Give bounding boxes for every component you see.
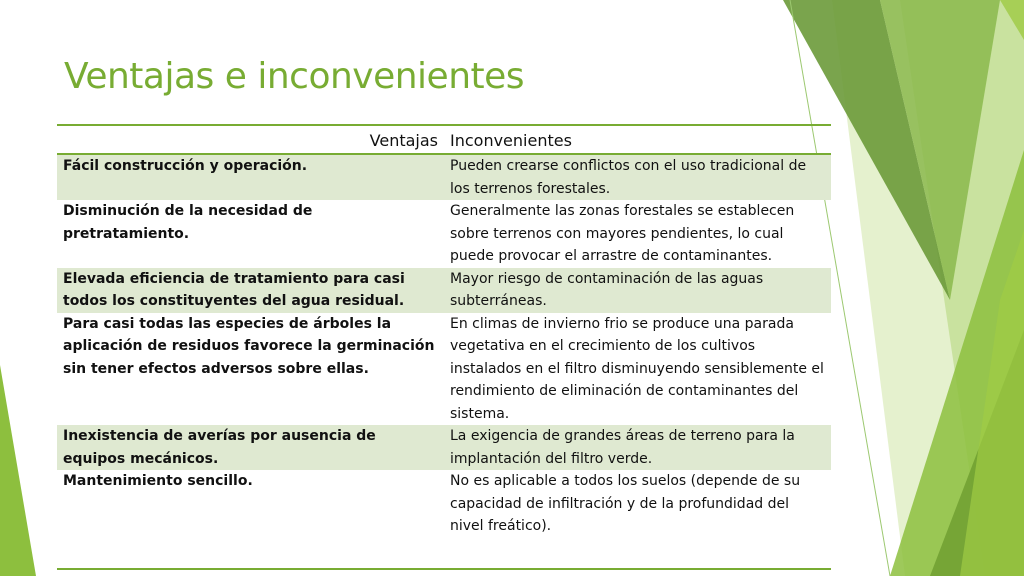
table-row: [57, 313, 831, 426]
slide-title: Ventajas e inconvenientes: [64, 56, 525, 97]
table-row: [57, 154, 831, 200]
table-row: [57, 268, 831, 313]
ventaja-cell: Para casi todas las especies de árboles la aplicación de residuos favorece la germinación sin tener efectos adversos sobre ellas.: [63, 315, 435, 377]
inconveniente-cell: No es aplicable a todos los suelos (depende de su capacidad de infiltración y de la profundidad del nivel freático).: [444, 470, 831, 569]
column-header-inconvenientes: Inconvenientes: [444, 125, 831, 154]
comparison-table: [57, 124, 831, 570]
ventaja-cell: Mantenimiento sencillo.: [57, 470, 444, 569]
inconveniente-cell: En climas de invierno frio se produce una parada vegetativa en el crecimiento de los cultivos instalados en el filtro disminuyendo sensiblemente el rendimiento de eliminación de contaminantes del sistema.: [450, 315, 824, 422]
table-row: [57, 200, 831, 268]
ventaja-cell: Disminución de la necesidad de pretratamiento.: [63, 203, 313, 242]
table-row: [57, 470, 831, 569]
ventaja-cell: Inexistencia de averías por ausencia de equipos mecánicos.: [57, 425, 444, 470]
table-row: [57, 425, 831, 470]
table-header-row: [57, 125, 831, 154]
column-header-ventajas: Ventajas: [57, 125, 444, 154]
inconveniente-cell: Pueden crearse conflictos con el uso tradicional de los terrenos forestales.: [444, 154, 831, 200]
left-accent-shape: [0, 365, 36, 576]
ventaja-cell: Fácil construcción y operación.: [57, 154, 444, 200]
inconveniente-cell: La exigencia de grandes áreas de terreno para la implantación del filtro verde.: [444, 425, 831, 470]
inconveniente-cell: Mayor riesgo de contaminación de las aguas subterráneas.: [444, 268, 831, 313]
inconveniente-cell: Generalmente las zonas forestales se establecen sobre terrenos con mayores pendientes, lo cual puede provocar el arrastre de contaminantes.: [450, 203, 795, 264]
ventaja-cell: Elevada eficiencia de tratamiento para casi todos los constituyentes del agua residual.: [57, 268, 444, 313]
